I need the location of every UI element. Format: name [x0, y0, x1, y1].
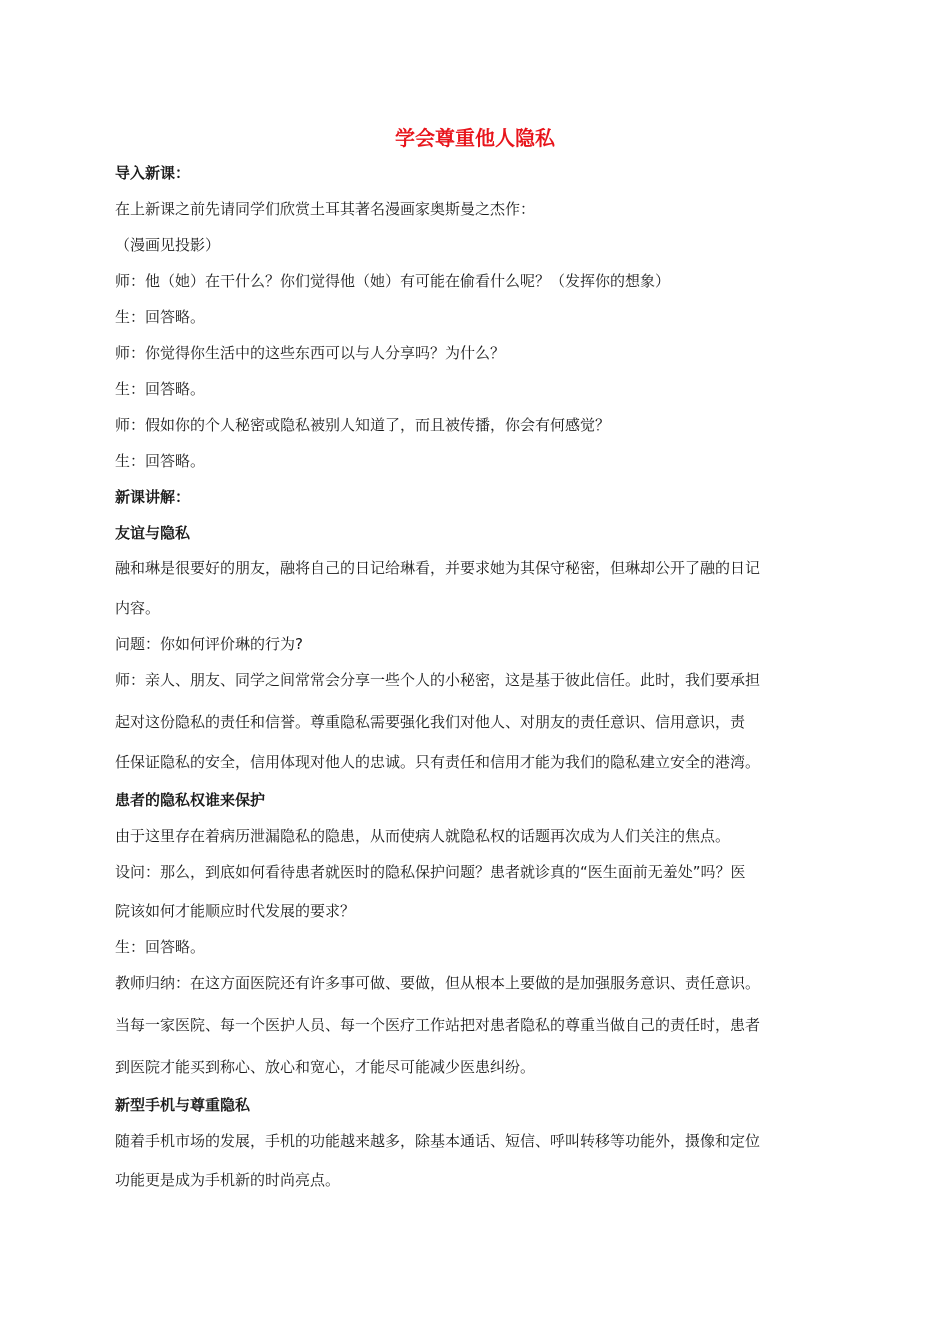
paragraph-line: 内容。 [115, 599, 161, 617]
paragraph-line: 当每一家医院、每一个医护人员、每一个医疗工作站把对患者隐私的尊重当做自己的责任时，患者 [115, 1016, 761, 1034]
subsection-heading-patient-privacy: 患者的隐私权谁来保护 [115, 791, 266, 809]
paragraph-line: 师：亲人、朋友、同学之间常常会分享一些个人的小秘密，这是基于彼此信任。此时，我们要承担 [115, 671, 761, 689]
paragraph-line: 生：回答略。 [115, 452, 206, 470]
subsection-heading-friendship: 友谊与隐私 [115, 524, 191, 542]
paragraph-line: 随着手机市场的发展，手机的功能越来越多，除基本通话、短信、呼叫转移等功能外，摄像和定位 [115, 1132, 761, 1150]
paragraph-line: 在上新课之前先请同学们欣赏土耳其著名漫画家奥斯曼之杰作： [115, 200, 536, 218]
paragraph-line: 任保证隐私的安全，信用体现对他人的忠诚。只有责任和信用才能为我们的隐私建立安全的港湾。 [115, 753, 761, 771]
paragraph-line: 起对这份隐私的责任和信誉。尊重隐私需要强化我们对他人、对朋友的责任意识、信用意识，责 [115, 713, 746, 731]
paragraph-line: 由于这里存在着病历泄漏隐私的隐患，从而使病人就隐私权的话题再次成为人们关注的焦点。 [115, 827, 731, 845]
paragraph-line: 师：你觉得你生活中的这些东西可以与人分享吗？为什么？ [115, 344, 506, 362]
document-title: 学会尊重他人隐私 [395, 126, 555, 150]
section-heading-intro: 导入新课： [115, 164, 191, 182]
paragraph-line: 生：回答略。 [115, 308, 206, 326]
section-heading-new-lesson: 新课讲解： [115, 488, 191, 506]
paragraph-line: 教师归纳：在这方面医院还有许多事可做、要做，但从根本上要做的是加强服务意识、责任意识。 [115, 974, 761, 992]
paragraph-line: 功能更是成为手机新的时尚亮点。 [115, 1171, 341, 1189]
paragraph-line: 设问：那么，到底如何看待患者就医时的隐私保护问题？患者就诊真的“医生面前无羞处”吗？医 [115, 863, 746, 881]
paragraph-line: 到医院才能买到称心、放心和宽心，才能尽可能减少医患纠纷。 [115, 1058, 536, 1076]
paragraph-line: 问题：你如何评价琳的行为? [115, 635, 303, 653]
paragraph-line: 院该如何才能顺应时代发展的要求？ [115, 902, 356, 920]
paragraph-line: 师：他（她）在干什么？你们觉得他（她）有可能在偷看什么呢？（发挥你的想象） [115, 272, 671, 290]
paragraph-line: 生：回答略。 [115, 938, 206, 956]
subsection-heading-mobile-phone: 新型手机与尊重隐私 [115, 1096, 251, 1114]
paragraph-line: 生：回答略。 [115, 380, 206, 398]
paragraph-line: 师：假如你的个人秘密或隐私被别人知道了，而且被传播，你会有何感觉？ [115, 416, 611, 434]
paragraph-line: 融和琳是很要好的朋友，融将自己的日记给琳看，并要求她为其保守秘密，但琳却公开了融的日记 [115, 559, 761, 577]
paragraph-line: （漫画见投影） [115, 236, 221, 254]
